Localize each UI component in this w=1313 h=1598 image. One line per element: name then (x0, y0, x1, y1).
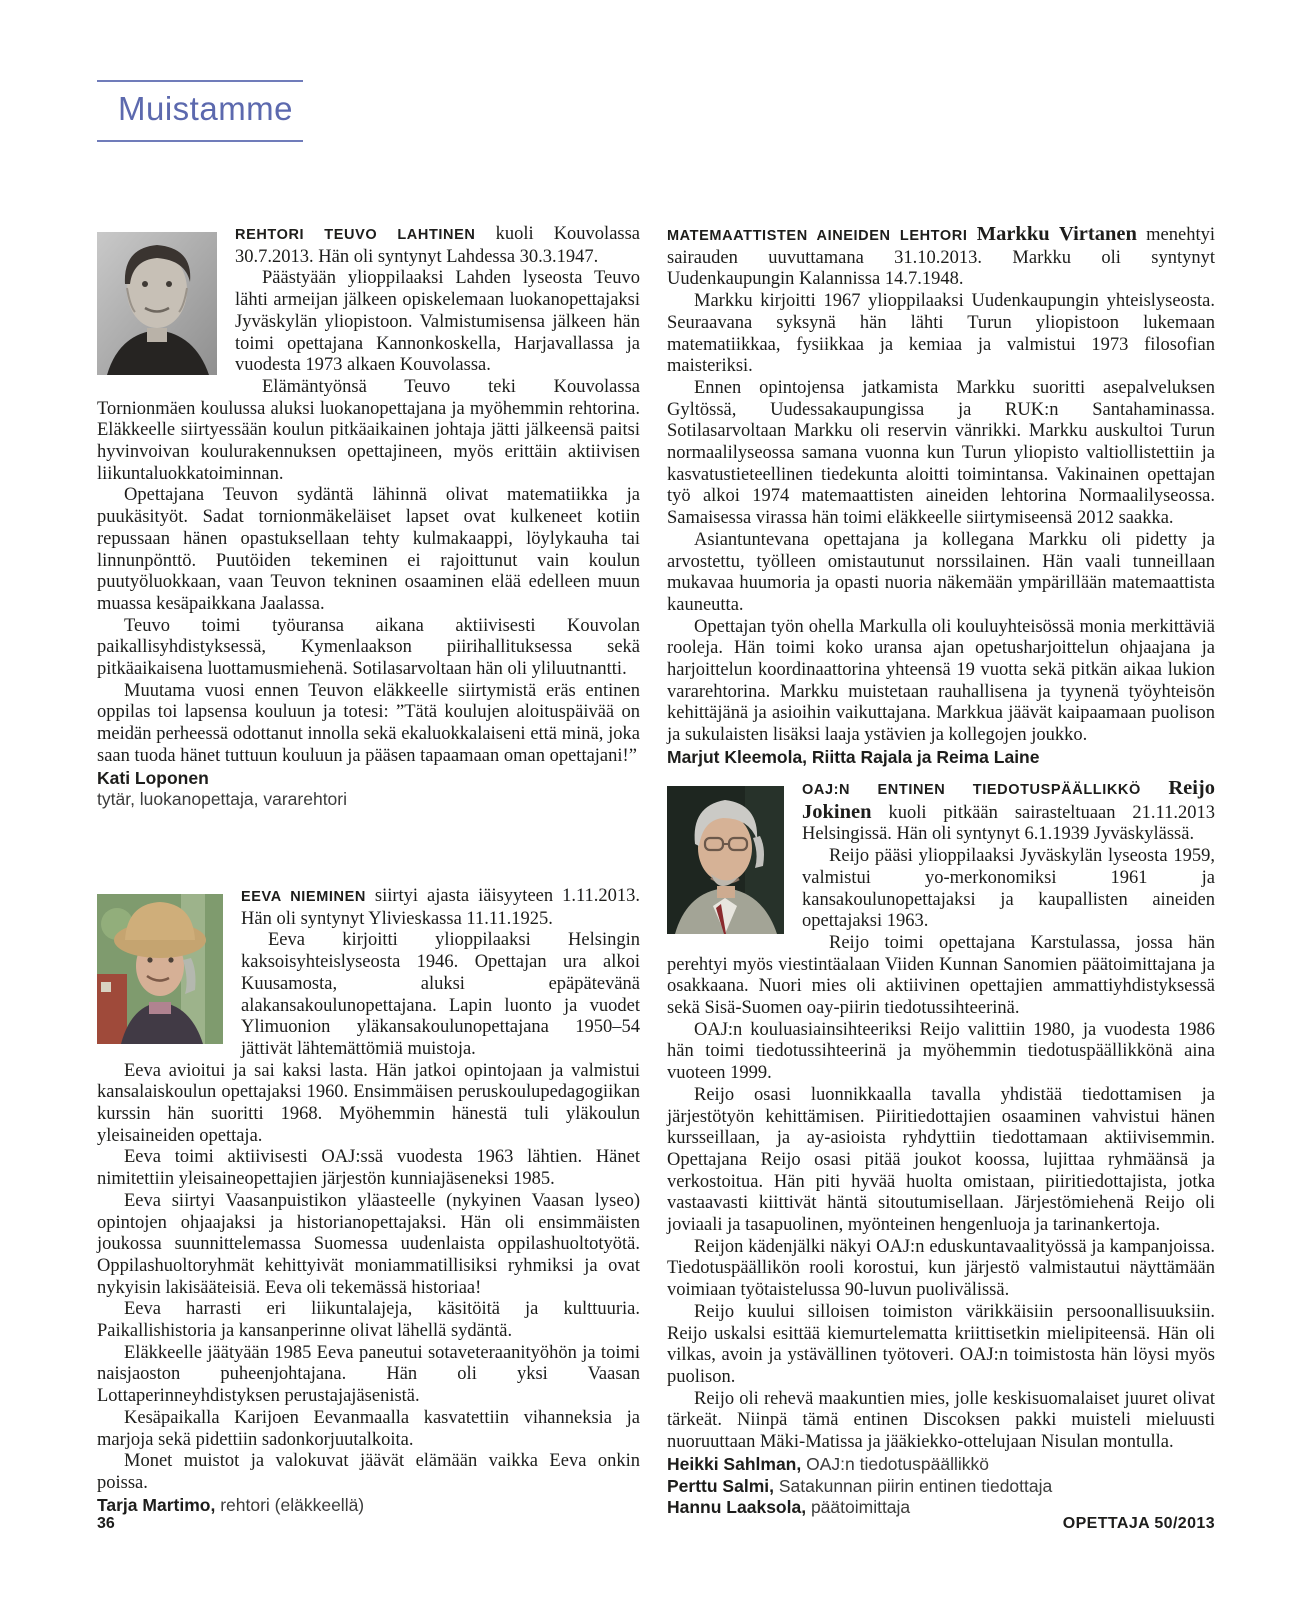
obituary-paragraph: Eeva kirjoitti ylioppilaaksi Helsingin kaksoisyhteislyseosta 1946. Opettajan ura alkoi Kuusamosta, aluksi epäpätevänä alakansakoulunopettajana. Lapin luonto ja vuodet Ylimuonion yläkansakoulunopettajana 1950–54 jättivät lähtemättömiä muistoja. (241, 930, 640, 1059)
obituary-paragraph: Kesäpaikalla Karijoen Eevanmaalla kasvatettiin vihanneksia ja marjoja sekä pidettiin sadonkorjuutalkoita. (97, 1407, 640, 1450)
obituary-paragraph: Reijo osasi luonnikkaalla tavalla yhdistää tiedottamisen ja järjestötyön kehittämisen. Piiritiedottajien osaaminen vahvistui hänen kursseillaan, ja ay-asioista ryhdyttiin tiedottamaan aktiivisemmin. Opettajana Reijo osasi pitää joukot koossa, lujittaa ryhmäänsä ja verkostoitua. Hän piti hyvää huolta omistaan, piiritiedottajista, jotka vastaavasti kiittivät häntä sitoutumisellaan. Järjestömiehenä Reijo oli joviaali ja tasapuolinen, myönteinen hengenluoja ja tarinankertoja. (667, 1084, 1215, 1236)
lead-text: kuoli Kouvolassa 30.7.2013. Hän oli syntynyt Lahdessa 30.3.1947. (235, 224, 641, 267)
obituary-paragraph: Reijo toimi opettajana Karstulassa, jossa hän perehtyi myös viestintäalaan Viiden Kunnan Sanomien päätoimittajana ja osakkaana. Nuori mies oli aktiivinen opettajien ammattiyhdistyksessä sekä Sisä-Suomen oay-piirin tiedotussihteerinä. (667, 932, 1215, 1019)
signature-role: Satakunnan piirin entinen tiedottaja (773, 1475, 1053, 1496)
signature-line (667, 1476, 1215, 1498)
obituary-paragraph: Eläkkeelle jäätyään 1985 Eeva paneutui sotaveteraanityöhön ja toimi naisjaoston puheenjohtajana. Hän oli yksi Vaasan Lottaperinneyhdistyksen perustajajäsenistä. (97, 1342, 640, 1407)
page-number: 36 (97, 1515, 115, 1532)
section-header (97, 80, 303, 142)
deceased-role: OAJ:N ENTINEN TIEDOTUSPÄÄLLIKKÖ (802, 782, 1141, 798)
obituary-markku-virtanen (667, 224, 1215, 769)
signature-name: Heikki Sahlman, (667, 1453, 802, 1474)
deceased-role-name: EEVA NIEMINEN (241, 889, 366, 905)
obituary-paragraph: Opettajan työn ohella Markulla oli kouluyhteisössä monia merkittäviä rooleja. Hän toimi koko uransa ajan opetusharjoittelun ohjaajana ja harjoittelun koordinaattorina yhteensä 19 vuotta sekä pitkän aikaa lukion vararehtorina. Markku muistetaan rauhallisena ja tyynenä työyhteisön kehittäjänä ja asioihin vaikuttajana. Markkua jäävät kaipaamaan puolison ja sukulaisten lisäksi laaja ystävien ja kollegojen joukko. (667, 616, 1215, 746)
obituary-paragraph: Muutama vuosi ennen Teuvon eläkkeelle siirtymistä eräs entinen oppilas toi lapsensa kouluun ja totesi: ”Tätä koulujen aloituspäivää on meidän perheessä odottanut innolla sekä ekaluokkalaiseni että minä, joka saan tuoda hänet tuttuun kouluun ja pääsen tapaamaan oman opettajani!” (97, 680, 640, 766)
obituary-paragraph: Reijo kuului silloisen toimiston värikkäisiin persoonallisuuksiin. Reijo uskalsi esittää kiemurtelematta kriittisetkin mielipiteensä. Hän oli vilkas, avoin ja ystävällinen työtoveri. OAJ:n toimistosta hän löysi myös puolison. (667, 1301, 1215, 1387)
obituary-paragraph: Elämäntyönsä Teuvo teki Kouvolassa Tornionmäen koulussa aluksi luokanopettajana ja myöhemmin rehtorina. Eläkkeelle siirtyessään koulun pitkäaikainen johtaja jätti jälkeensä paitsi hyvinvoivan koulurakennuksen opettajineen, myös erittäin aktiivisen liikuntaluokkatoiminnan. (97, 376, 640, 484)
deceased-name: Markku Virtanen (976, 223, 1137, 245)
deceased-role-name: REHTORI TEUVO LAHTINEN (235, 227, 476, 243)
obituary-paragraph: Markku kirjoitti 1967 ylioppilaaksi Uudenkaupungin yhteislyseosta. Seuraavana syksynä hän lähti Turun yliopistoon lukemaan matematiikkaa, fysiikkaa ja kemiaa ja valmistui 1973 filosofian maisteriksi. (667, 291, 1215, 377)
portrait-photo-teuvo-lahtinen (97, 232, 217, 375)
obituary-paragraph: Päästyään ylioppilaaksi Lahden lyseosta Teuvo lähti armeijan jälkeen opiskelemaan luokanopettajaksi Jyväskylän yliopistoon. Valmistumisensa jälkeen hän toimi opettajana Kannonkoskella, Harjavallassa ja vuodesta 1973 alkaen Kouvolassa. (235, 268, 640, 376)
signature-name: Marjut Kleemola, Riitta Rajala ja Reima Laine (667, 746, 1040, 767)
portrait-photo-reijo-jokinen (667, 786, 784, 934)
signature-role: OAJ:n tiedotuspäällikkö (801, 1453, 989, 1474)
signature-line (97, 768, 640, 790)
obituary-paragraph: Ennen opintojensa jatkamista Markku suoritti asepalveluksen Gyltössä, Uudessakaupungissa ja RUK:n Santahaminassa. Sotilasarvoltaan Markku oli reservin vänrikki. Markku auskultoi Turun normaalilyseossa samana vuonna kun Turun yliopisto valtiollistettiin ja kasvatustieteellinen tiedekunta aloitti toimintansa. Vakinainen opettajan työ alkoi 1974 matemaattisten aineiden lehtorina Normaalilyseossa. Samaisessa virassa hän toimi eläkkeelle siirtymiseensä 2012 saakka. (667, 377, 1215, 529)
obituary-paragraph: Asiantuntevana opettajana ja kollegana Markku oli pidetty ja arvostettu, työlleen omistautunut norssilainen. Hän vaali tunneillaan mukavaa huumoria ja opasti nuoria näkemään ympärillään matemaattista kauneutta. (667, 529, 1215, 615)
signature-name: Perttu Salmi, (667, 1475, 774, 1496)
signature-line (667, 747, 1215, 769)
obituary-paragraph: Eeva avioitui ja sai kaksi lasta. Hän jatkoi opintojaan ja valmistui kansalaiskoulun opettajaksi 1960. Ensimmäisen peruskoulupedagogiikan kurssin hän suoritti 1968. Myöhemmin hänestä tuli yläkoulun yleisaineiden opettaja. (97, 1060, 640, 1146)
obituary-paragraph: Teuvo toimi työuransa aikana aktiivisesti Kouvolan paikallisyhdistyksessä, Kymenlaakson piirihallituksessa sekä pitkäaikaisena luottamusmiehenä. Sotilasarvoltaan hän oli yliluutnantti. (97, 615, 640, 680)
deceased-name: Reijo Jokinen (802, 777, 1215, 823)
obituary-paragraph: Eeva harrasti eri liikuntalajeja, käsitöitä ja kulttuuria. Paikallishistoria ja kansanperinne olivat lähellä sydäntä. (97, 1299, 640, 1342)
signature-role: päätoimittaja (806, 1497, 911, 1518)
signature-line (97, 1495, 640, 1517)
lead-text: menehtyi sairauden uuvuttamana 31.10.2013. Markku oli syntynyt Uudenkaupungin Kalannissa 14.7.1948. (667, 225, 1215, 290)
obituary-eeva-nieminen (97, 886, 640, 1516)
obituary-paragraph: Eeva toimi aktiivisesti OAJ:ssä vuodesta 1963 lähtien. Hänet nimitettiin yleisaineopettajien järjestön kunniajäseneksi 1985. (97, 1147, 640, 1190)
signature-role: rehtori (eläkkeellä) (215, 1494, 365, 1515)
obituary-paragraph: Opettajana Teuvon sydäntä lähinnä olivat matematiikka ja puukäsityöt. Sadat tornionmäkeläiset lapset ovat kulkeneet kotiin repussaan hänen opastuksellaan tehty kulmakaappi, löylykauha tai linnunpönttö. Puutöiden tekeminen ei rajoittunut vain koulun puutyöluokkaan, vaan Teuvon tekninen osaaminen elää edelleen muun muassa kesäpaikkana Jaalassa. (97, 485, 640, 614)
signature-role: tytär, luokanopettaja, vararehtori (97, 789, 348, 810)
deceased-role: MATEMAATTISTEN AINEIDEN LEHTORI (667, 228, 968, 244)
lead-text: siirtyi ajasta iäisyyteen 1.11.2013. Hän oli syntynyt Ylivieskassa 11.11.1925. (241, 886, 641, 929)
issue-label: OPETTAJA 50/2013 (1062, 1515, 1215, 1532)
obituary-paragraph: Reijo pääsi ylioppilaaksi Jyväskylän lyseosta 1959, valmistui yo-merkonomiksi 1961 ja kansakoulunopettajaksi ja kaupallisten aineiden opettajaksi 1963. (802, 846, 1215, 932)
lead-text: kuoli pitkään sairasteltuaan 21.11.2013 Helsingissä. Hän oli syntynyt 6.1.1939 Jyväskylässä. (802, 802, 1215, 845)
obituary-paragraph: Monet muistot ja valokuvat jäävät elämään vaikka Eeva onkin poissa. (97, 1451, 640, 1493)
signature-name: Tarja Martimo, (97, 1494, 216, 1515)
page-title: Muistamme (118, 90, 294, 127)
obituary-paragraph: Eeva siirtyi Vaasanpuistikon yläasteelle (nykyinen Vaasan lyseo) opintojen ohjaajaksi ja historianopettajaksi. Hän oli ensimmäisten joukossa suunnittelemassa Suomessa uudenlaista oppilashuoltotyötä. Oppilashuoltoryhmät kehittyivät moniammatillisiksi ryhmiksi ja ovat nykyisin lakisääteisiä. Eeva oli tekemässä historiaa! (97, 1190, 640, 1298)
obituary-paragraph: OAJ:n kouluasiainsihteeriksi Reijo valittiin 1980, ja vuodesta 1986 hän toimi tiedotussihteerinä ja myöhemmin tiedotuspäällikkönä aina vuoteen 1999. (667, 1019, 1215, 1084)
obituary-lead (667, 224, 1215, 291)
obituary-reijo-jokinen (667, 778, 1215, 1519)
signature-name: Kati Loponen (97, 767, 209, 788)
signature-name: Hannu Laaksola, (667, 1497, 807, 1518)
portrait-photo-eeva-nieminen (97, 894, 223, 1044)
signature-line (667, 1454, 1215, 1476)
obituary-teuvo-lahtinen (97, 224, 640, 811)
obituary-paragraph: Reijon kädenjälki näkyi OAJ:n eduskuntavaalityössä ja kampanjoissa. Tiedotuspäällikön rooli korostui, kun järjestö valmistautui näyttämään voimiaan työtaistelussa 90-luvun puolivälissä. (667, 1236, 1215, 1301)
obituary-paragraph: Reijo oli rehevä maakuntien mies, jolle keskisuomalaiset juuret olivat tärkeät. Niinpä tämä entinen Discoksen pakki muisteli mieluusti nuoruuttaan Mäki-Matissa ja jääkiekko-ottelujaan Nisulan montulla. (667, 1388, 1215, 1453)
signature-line (97, 789, 640, 811)
